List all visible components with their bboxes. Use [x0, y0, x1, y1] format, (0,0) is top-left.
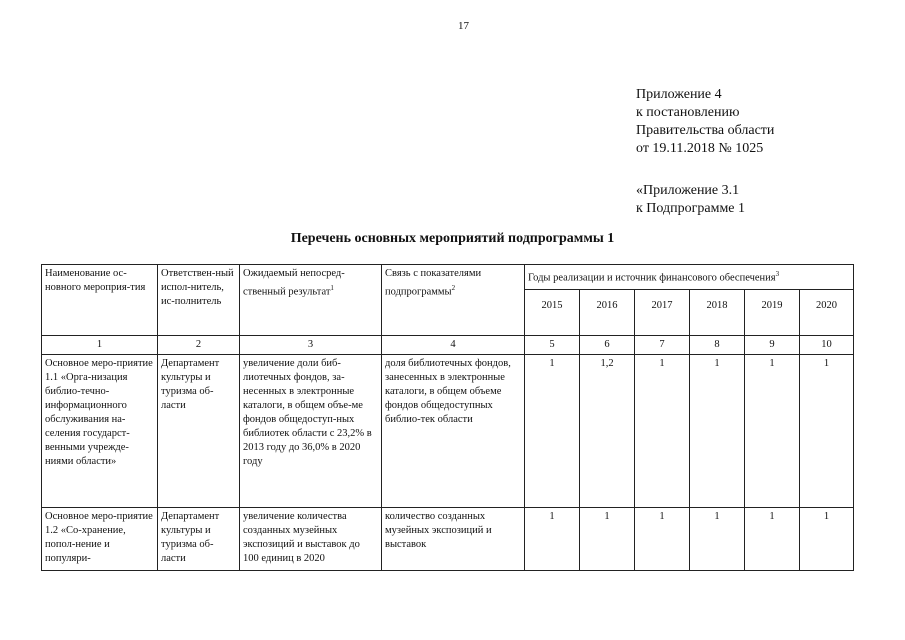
appendix-line-3: Правительства области [636, 123, 775, 138]
row-link: количество созданных музейных экспозиций и выставок [382, 508, 525, 571]
activities-table [41, 264, 854, 571]
year-2019: 2019 [745, 290, 800, 336]
row-link: доля библиотечных фондов, занесенных в электронные каталоги, в общем объеме фондов общедоступных библио-тек области [382, 355, 525, 508]
header-years-footnote: 3 [775, 270, 780, 278]
row-result: увеличение количества созданных музейных экспозиций и выставок до 100 единиц в 2020 [240, 508, 382, 571]
row-name: Основное меро-приятие 1.1 «Орга-низация библио-течно-информационного обслуживания на-селения государст-венными учрежде-ниями области» [42, 355, 158, 508]
header-result-footnote: 1 [330, 284, 334, 292]
row-result: увеличение доли биб-лиотечных фондов, за-несенных в электронные каталоги, в общем объе-ме фондов общедоступ-ных библиотек области с 23,2% в 2013 году до 36,0% в 2020 году [240, 355, 382, 508]
header-responsible: Ответствен-ный испол-нитель, ис-полнитель [158, 265, 240, 336]
header-result-text: Ожидаемый непосред-ственный результат [243, 268, 345, 298]
row-responsible: Департамент культуры и туризма об-ласти [158, 355, 240, 508]
year-2017: 2017 [635, 290, 690, 336]
year-2020: 2020 [800, 290, 854, 336]
col-number: 7 [635, 336, 690, 355]
year-2016: 2016 [580, 290, 635, 336]
table-row [42, 508, 854, 571]
appendix-line-4: от 19.11.2018 № 1025 [636, 141, 764, 156]
header-years-text: Годы реализации и источник финансового обеспечения [528, 272, 776, 284]
row-name: Основное меро-приятие 1.2 «Со-хранение, попол-нение и популяри- [42, 508, 158, 571]
appendix-line-6: к Подпрограмме 1 [636, 201, 746, 216]
table-wrapper [41, 264, 855, 582]
row-value: 1 [745, 508, 800, 571]
row-value: 1 [580, 508, 635, 571]
header-link-text: Связь с показателями подпрограммы [385, 268, 482, 298]
header-link [382, 265, 525, 336]
row-value: 1 [635, 355, 690, 508]
col-number: 1 [42, 336, 158, 355]
document-title: Перечень основных мероприятий подпрограммы 1 [290, 231, 615, 246]
col-number: 3 [240, 336, 382, 355]
row-value: 1 [525, 508, 580, 571]
row-value: 1 [690, 508, 745, 571]
header-link-footnote: 2 [451, 284, 456, 292]
row-value: 1 [800, 355, 854, 508]
appendix-line-1: Приложение 4 [636, 87, 722, 102]
row-responsible: Департамент культуры и туризма об-ласти [158, 508, 240, 571]
appendix-line-2: к постановлению [636, 105, 740, 120]
header-years-group [525, 265, 854, 290]
col-number: 4 [382, 336, 525, 355]
row-value: 1,2 [580, 355, 635, 508]
header-name: Наименование ос-новного мероприя-тия [42, 265, 158, 336]
col-number: 10 [800, 336, 854, 355]
col-number: 8 [690, 336, 745, 355]
row-value: 1 [800, 508, 854, 571]
year-2018: 2018 [690, 290, 745, 336]
header-result [240, 265, 382, 336]
col-number: 9 [745, 336, 800, 355]
appendix-line-5: «Приложение 3.1 [636, 183, 740, 198]
appendix-block [636, 86, 774, 218]
row-value: 1 [690, 355, 745, 508]
page-number: 17 [458, 20, 469, 32]
row-value: 1 [745, 355, 800, 508]
col-number: 5 [525, 336, 580, 355]
table-row [42, 355, 854, 508]
row-value: 1 [525, 355, 580, 508]
year-2015: 2015 [525, 290, 580, 336]
col-number: 2 [158, 336, 240, 355]
col-number: 6 [580, 336, 635, 355]
row-value: 1 [635, 508, 690, 571]
